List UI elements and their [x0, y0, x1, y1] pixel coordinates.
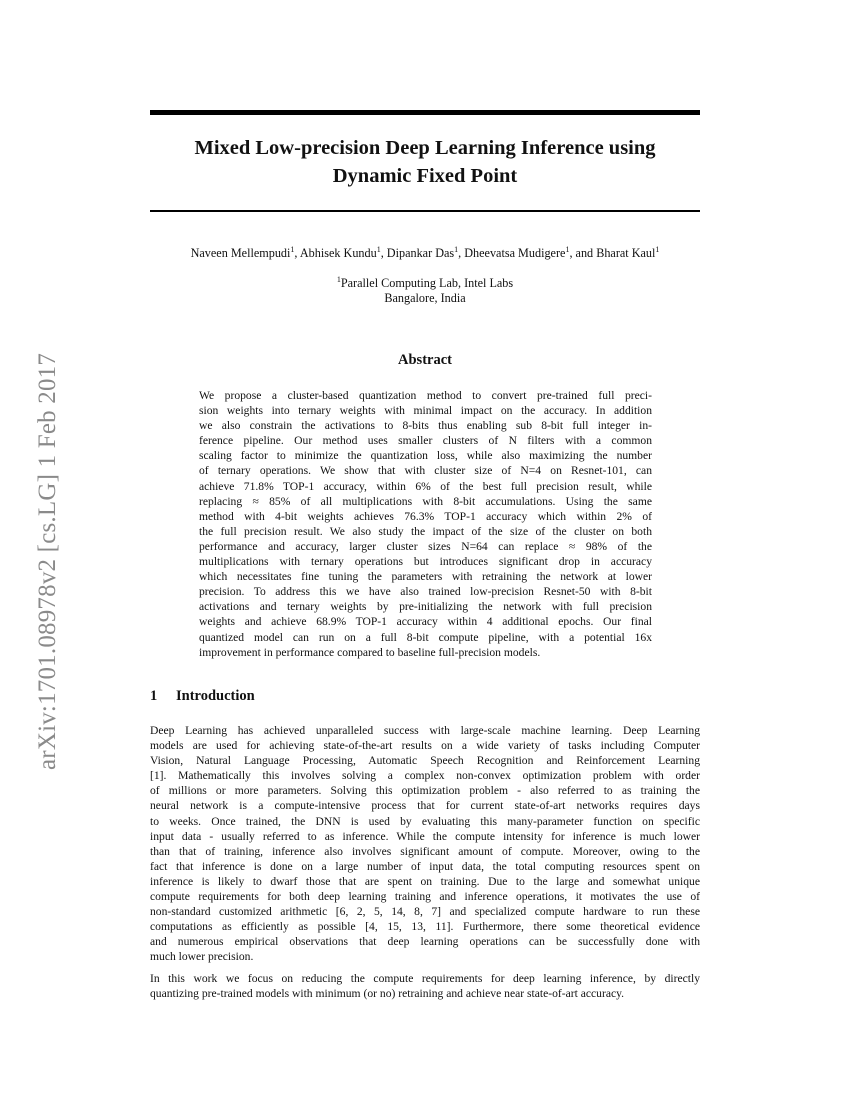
author-name: Abhisek Kundu	[299, 246, 377, 260]
abstract-body	[199, 388, 652, 660]
title-top-rule	[150, 110, 700, 115]
text-line: In this work we focus on reducing the compute requirements for deep learning inference, by directly	[150, 971, 700, 985]
text-line: precision. To address this we have also trained low-precision Resnet-50 with 8-bit	[199, 585, 652, 599]
text-line: weights and achieve 68.9% TOP-1 accuracy within 4 additional epochs. Our final	[199, 615, 652, 629]
text-line: scaling factor to minimize the quantization loss, while also maximizing the number	[199, 449, 652, 463]
section-title: Introduction	[176, 688, 255, 704]
text-line: non-standard customized arithmetic [6, 2, 5, 14, 8, 7] and specialized compute hardware to run these	[150, 905, 700, 919]
text-line: Deep Learning has achieved unparalleled success with large-scale machine learning. Deep Learning	[150, 724, 700, 737]
section-number: 1	[150, 688, 158, 704]
author-name: Dheevatsa Mudigere	[464, 246, 566, 260]
paper-title	[150, 134, 700, 190]
abstract-heading: Abstract	[398, 352, 452, 368]
author-name: Dipankar Das	[386, 246, 455, 260]
affiliation	[150, 276, 700, 306]
author-separator: ,	[380, 246, 387, 260]
arxiv-identifier-stamp: arXiv:1701.08978v2 [cs.LG] 1 Feb 2017	[34, 352, 61, 770]
author-separator: ,	[294, 246, 300, 260]
text-line: of ternary operations. We show that with cluster size of N=4 on Resnet-101, can	[199, 464, 652, 478]
text-line: sion weights into ternary weights with minimal impact on the accuracy. In addition	[199, 404, 652, 418]
author-affiliation-mark: 1	[290, 245, 295, 254]
text-line: computations as efficiently as possible [4, 15, 13, 11]. Furthermore, there some theoretical evidence	[150, 920, 700, 934]
text-line: multiplications with ternary operations but introduces significant drop in accuracy	[199, 555, 652, 569]
text-line: much lower precision.	[150, 950, 254, 964]
text-line: performance and accuracy, larger cluster sizes N=64 can replace ≈ 98% of the	[199, 539, 652, 553]
text-line: which necessitates fine tuning the parameters with retraining the network at lower	[199, 570, 652, 584]
author-name: Bharat Kaul	[596, 246, 656, 260]
text-line: compute requirements for both deep learning training and inference operations, it motivates the use of	[150, 890, 700, 904]
author-affiliation-mark: 1	[454, 245, 459, 254]
text-line: replacing ≈ 85% of all multiplications with 8-bit accumulations. Using the same	[199, 494, 652, 508]
author-separator: ,	[458, 246, 465, 260]
affiliation-lab: Parallel Computing Lab, Intel Labs	[340, 276, 514, 290]
text-line: than that of training, inference also involves significant amount of compute. Moreover, owing to the	[150, 844, 700, 858]
text-line: of millions or more parameters. Solving this optimization problem - also referred to as training the	[150, 784, 700, 798]
affiliation-mark: 1	[336, 275, 341, 284]
text-line: improvement in performance compared to baseline full-precision models.	[199, 645, 541, 659]
text-line: we also constrain the activations to 8-bits thus enabling sub 8-bit full integer in-	[199, 419, 652, 433]
section-heading	[150, 688, 255, 705]
author-affiliation-mark: 1	[376, 245, 381, 254]
text-line: We propose a cluster-based quantization method to convert pre-trained full preci-	[199, 389, 652, 402]
text-line: and numerous empirical observations that deep learning operations can be successfully done with	[150, 935, 700, 949]
text-line: neural network is a compute-intensive process that for current state-of-art networks requires days	[150, 799, 700, 813]
text-line: fact that inference is done on a large number of input data, the total computing resources spent on	[150, 859, 700, 873]
author-affiliation-mark: 1	[655, 245, 660, 254]
text-line: Vision, Natural Language Processing, Automatic Speech Recognition and Reinforcement Learning	[150, 754, 700, 768]
text-line: inference is likely to dwarf those that are spent on training. Due to the large and somewhat unique	[150, 874, 700, 888]
text-line: models are used for achieving state-of-the-art results on a wide variety of tasks including Computer	[150, 739, 700, 753]
text-line: ference pipeline. Our method uses smaller clusters of N filters with a common	[199, 434, 652, 448]
text-line: [1]. Mathematically this involves solving a complex non-convex optimization problem with order	[150, 769, 700, 783]
text-line: quantizing pre-trained models with minimum (or no) retraining and achieve near state-of-art accuracy.	[150, 986, 625, 1000]
introduction-paragraph	[150, 723, 700, 965]
author-separator: , and	[569, 246, 597, 260]
author-affiliation-mark: 1	[565, 245, 570, 254]
author-list	[130, 245, 720, 261]
paper-title-line: Mixed Low-precision Deep Learning Inference using	[194, 137, 656, 159]
affiliation-city: Bangalore, India	[384, 291, 466, 305]
text-line: input data - usually referred to as inference. While the compute intensity for inference is much lower	[150, 829, 700, 843]
title-bottom-rule	[150, 210, 700, 212]
introduction-body	[150, 723, 700, 1007]
introduction-paragraph	[150, 971, 700, 1001]
text-line: to weeks. Once trained, the DNN is used by evaluating this many-parameter function on specific	[150, 814, 700, 828]
text-line: achieve 71.8% TOP-1 accuracy, within 6% of the best full precision result, while	[199, 479, 652, 493]
text-line: method with 4-bit weights achieves 76.3% TOP-1 accuracy which within 2% of	[199, 509, 652, 523]
text-line: the full precision result. We also study the impact of the size of the cluster on both	[199, 524, 652, 538]
paper-title-line: Dynamic Fixed Point	[332, 165, 518, 187]
text-line: activations and ternary weights by pre-initializing the network with full precision	[199, 600, 652, 614]
text-line: quantized model can run on a full 8-bit compute pipeline, with a potential 16x	[199, 630, 652, 644]
affiliation-lab-line	[150, 276, 700, 291]
author-name: Naveen Mellempudi	[190, 246, 291, 260]
